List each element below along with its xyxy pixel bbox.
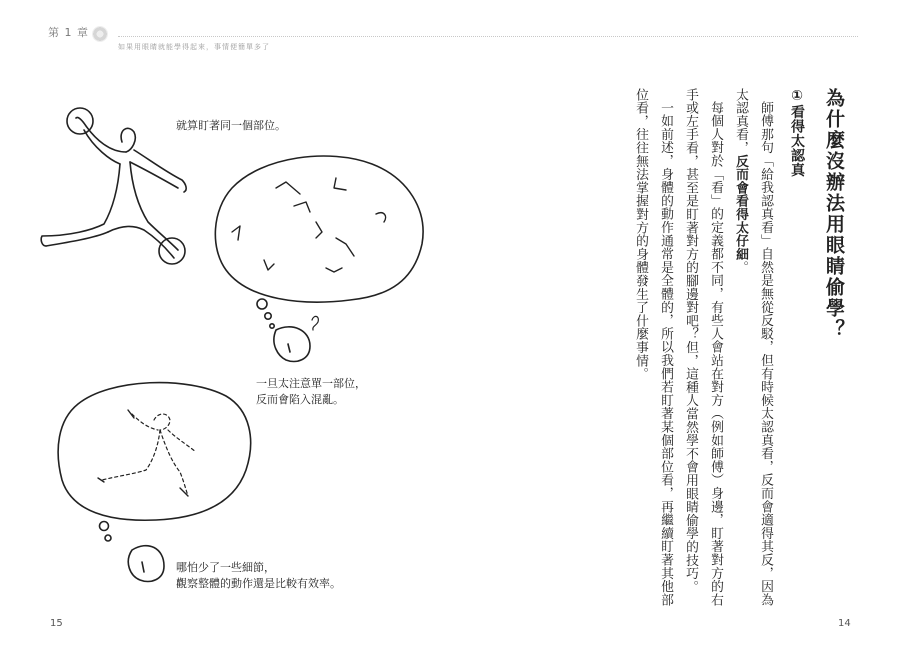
paragraph-1-text-b: 。 bbox=[733, 260, 748, 275]
foot-highlight-circle bbox=[159, 238, 185, 264]
thought-bubble-second bbox=[58, 383, 250, 521]
fragment-strokes bbox=[232, 178, 386, 272]
caption-confusion-line-2: 反而會陷入混亂。 bbox=[256, 393, 344, 406]
paragraph-1 bbox=[728, 88, 778, 608]
caption-whole-body bbox=[176, 560, 341, 592]
article-subheading: ①看得太認真 bbox=[789, 88, 805, 177]
chapter-label: 第 1 章 bbox=[48, 26, 89, 39]
caption-confusion bbox=[256, 376, 366, 408]
dashed-figure bbox=[102, 414, 196, 496]
paragraph-1-text-a: 師傅那句「給我認真看」自然是無從反駁，但有時候太認真看，反而會適得其反，因為太認真看， bbox=[733, 88, 773, 607]
page-number-left: 15 bbox=[50, 618, 63, 629]
relieved-head bbox=[128, 546, 164, 582]
article-heading: 為什麼沒辦法用眼睛偷學？ bbox=[823, 88, 845, 340]
hand-highlight-circle bbox=[67, 108, 93, 134]
illustration bbox=[0, 0, 450, 661]
caption-confusion-line-1: 一旦太注意單一部位， bbox=[256, 377, 366, 390]
article-body bbox=[596, 88, 846, 608]
caption-same-part-text: 就算盯著同一個部位。 bbox=[176, 119, 286, 132]
running-title: 如果用眼睛就能學得起來，事情便簡單多了 bbox=[118, 43, 270, 51]
thinking-head bbox=[274, 327, 310, 362]
paragraph-2: 每個人對於「看」的定義都不同，有些人會站在對方（例如師傅）身邊，盯著對方的右手或左手看，甚至是盯著對方的腳邊對吧？但，這種人當然學不會用眼睛偷學的技巧。 bbox=[683, 88, 723, 607]
human-figure-outline bbox=[41, 117, 186, 258]
thought-bubble-large bbox=[215, 156, 423, 302]
paragraph-3: 一如前述，身體的動作通常是全體的，所以我們若盯著某個部位看，再繼續盯著其他部位看，往往無法掌握對方的身體發生了什麼事情。 bbox=[633, 88, 673, 607]
caption-same-part bbox=[176, 118, 286, 134]
page-number-right: 14 bbox=[838, 618, 851, 629]
caption-whole-body-line-2: 觀察整體的動作還是比較有效率。 bbox=[176, 577, 341, 590]
paragraph-1-emphasis: 反而會看得太仔細 bbox=[733, 154, 748, 261]
caption-whole-body-line-1: 哪怕少了一些細節， bbox=[176, 561, 275, 574]
